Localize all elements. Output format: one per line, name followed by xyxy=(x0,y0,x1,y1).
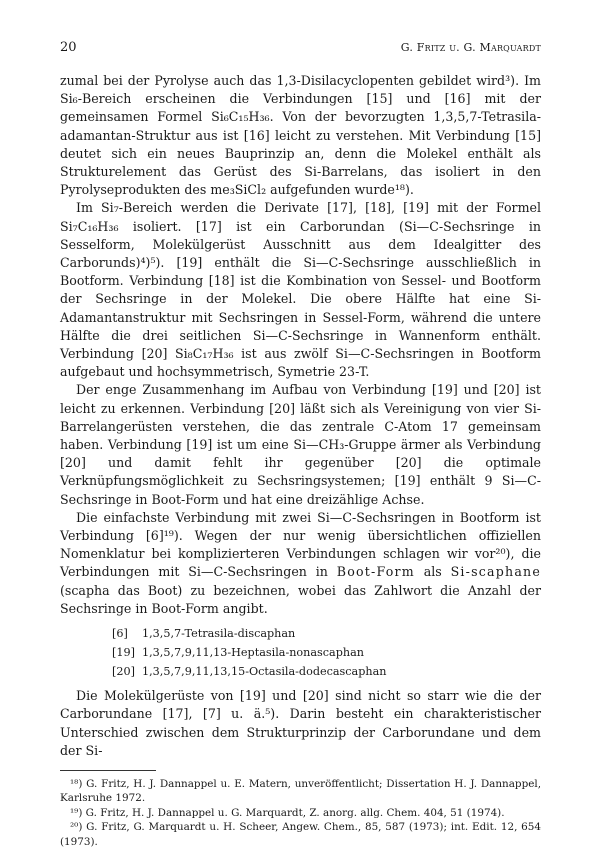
running-head-authors: G. Fritz u. G. Marquardt xyxy=(400,41,541,54)
paragraph-2: Im Si₇-Bereich werden die Derivate [17], [18], [19] mit der Formel Si₇C₁₆H₃₆ isoliert. [17] ist ein Carborundan (Si—C-Sechsringe in Sesselform, Molekülgerüst Ausschnitt aus dem Idealgitter des Carborunds)⁴)⁵). [19] enthält die Si—C-Sechsringe ausschließlich in Bootform. Verbindung [18] ist die Kombination von Sessel- und Bootform der Sechsringe in der Molekel. Die obere Hälfte hat eine Si-Adamantanstruktur mit Sechsringen in Sessel-Form, während die untere Hälfte die drei seitlichen Si—C-Sechsringe in Wannenform enthält. Verbindung [20] Si₈C₁₇H₃₆ ist aus zwölf Si—C-Sechsringen in Bootform aufgebaut und hochsymmetrisch, Symetrie 23-T. xyxy=(60,200,541,380)
footnote-20: ²⁰) G. Fritz, G. Marquardt u. H. Scheer, Angew. Chem., 85, 587 (1973); int. Edit. 12, 654 (1973). xyxy=(60,821,541,848)
body-text xyxy=(60,72,541,760)
footnote-19: ¹⁹) G. Fritz, H. J. Dannappel u. G. Marquardt, Z. anorg. allg. Chem. 404, 51 (1974). xyxy=(70,806,505,819)
footnote-rule xyxy=(60,770,156,771)
paragraph-1: zumal bei der Pyrolyse auch das 1,3-Disilacyclopenten gebildet wird³). Im Si₆-Bereich erscheinen die Verbindungen [15] und [16] mit der gemeinsamen Formel Si₆C₁₅H₃₆. Von der bevorzugten 1,3,5,7-Tetrasila-adamantan-Struktur aus ist [16] leicht zu verstehen. Mit Verbindung [15] deutet sich ein neues Bauprinzip an, denn die Molekel enthält als Strukturelement das Gerüst des Si-Barrelans, das isoliert in den Pyrolyseprodukten des me₃SiCl₂ aufgefunden wurde¹⁸). xyxy=(60,73,541,198)
compound-item xyxy=(112,643,541,662)
footnotes xyxy=(60,777,541,850)
footnote-18: ¹⁸) G. Fritz, H. J. Dannappel u. E. Matern, unveröffentlicht; Dissertation H. J. Dannappel, Karlsruhe 1972. xyxy=(60,777,541,805)
compound-item xyxy=(112,624,541,643)
compound-name: 1,3,5,7-Tetrasila-discaphan xyxy=(142,627,296,641)
paragraph-4-text-b: als xyxy=(414,564,451,580)
compound-name: 1,3,5,7,9,11,13-Heptasila-nonascaphan xyxy=(142,646,364,660)
compound-ref: [6] xyxy=(112,627,128,641)
document-page xyxy=(60,40,541,849)
page-header xyxy=(60,40,541,60)
compound-ref: [19] xyxy=(112,646,135,660)
page-number: 20 xyxy=(60,40,77,55)
compound-name: 1,3,5,7,9,11,13,15-Octasila-dodecascaphan xyxy=(142,665,387,679)
term-si-scaphane: Si-scaphane xyxy=(450,564,541,580)
compound-list xyxy=(60,624,541,681)
paragraph-5: Die Molekülgerüste von [19] und [20] sind nicht so starr wie die der Carborundane [17], [7] u. ä.⁵). Darin besteht ein charakteristischer Unterschied zwischen dem Strukturprinzip der Carborundane und dem der Si- xyxy=(60,688,541,758)
paragraph-3: Der enge Zusammenhang im Aufbau von Verbindung [19] und [20] ist leicht zu erkennen. Verbindung [20] läßt sich als Vereinigung von vier Si-Barrelangerüsten verstehen, die das zentrale C-Atom 17 gemeinsam haben. Verbindung [19] ist um eine Si—CH₃-Gruppe ärmer als Verbindung [20] und damit fehlt ihr gegenüber [20] die optimale Verknüpfungsmöglichkeit zu Sechsringsystemen; [19] enthält 9 Si—C-Sechsringe in Boot-Form und hat eine dreizählige Achse. xyxy=(60,382,541,507)
term-boot-form: Boot-Form xyxy=(336,564,415,580)
compound-ref: [20] xyxy=(112,665,135,679)
compound-item xyxy=(112,662,541,681)
paragraph-4 xyxy=(60,509,541,618)
paragraph-4-text-a: Die einfachste Verbindung mit zwei Si—C-Sechsringen in Bootform ist Verbindung [6]¹⁹). Wegen der nur wenig übersichtlichen offiziellen Nomenklatur bei komplizierteren Verbindungen schlagen wir vor²⁰), die Verbindungen mit Si—C-Sechsringen in xyxy=(60,509,541,580)
paragraph-4-text-c: (scapha das Boot) zu bezeichnen, wobei das Zahlwort die Anzahl der Sechsringe in Boot-Form angibt. xyxy=(60,582,541,616)
